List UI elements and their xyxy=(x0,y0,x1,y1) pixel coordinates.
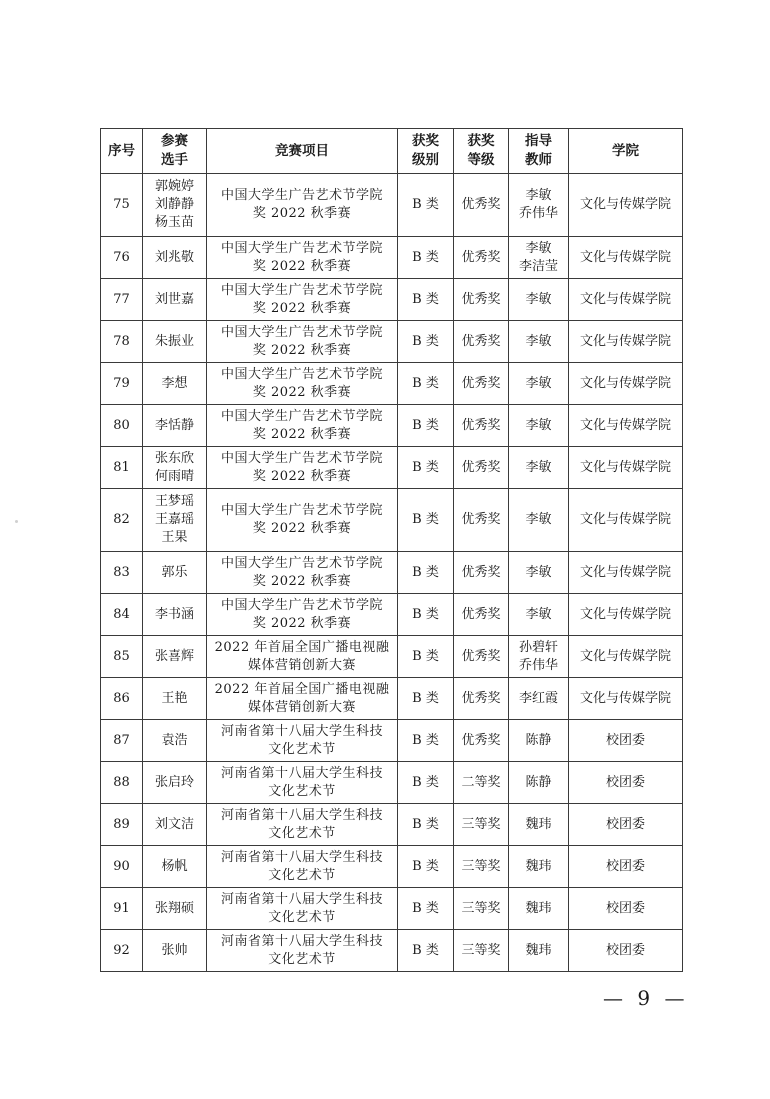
cell-award-level: B 类 xyxy=(398,279,454,321)
cell-award-level: B 类 xyxy=(398,762,454,804)
cell-advisor: 魏玮 xyxy=(509,846,569,888)
cell-advisor: 孙碧轩 乔伟华 xyxy=(509,636,569,678)
cell-advisor: 魏玮 xyxy=(509,804,569,846)
cell-advisor: 李敏 xyxy=(509,405,569,447)
cell-award-level: B 类 xyxy=(398,174,454,237)
cell-advisor: 李敏 xyxy=(509,447,569,489)
cell-index: 78 xyxy=(101,321,143,363)
cell-advisor: 李敏 xyxy=(509,552,569,594)
cell-advisor: 李红霞 xyxy=(509,678,569,720)
cell-college: 文化与传媒学院 xyxy=(569,552,683,594)
cell-award-grade: 优秀奖 xyxy=(454,237,509,279)
cell-index: 87 xyxy=(101,720,143,762)
cell-competition: 中国大学生广告艺术节学院 奖 2022 秋季赛 xyxy=(207,237,398,279)
cell-college: 文化与传媒学院 xyxy=(569,594,683,636)
cell-advisor: 李敏 xyxy=(509,279,569,321)
cell-contestant: 郭乐 xyxy=(143,552,207,594)
cell-index: 89 xyxy=(101,804,143,846)
cell-competition: 中国大学生广告艺术节学院 奖 2022 秋季赛 xyxy=(207,552,398,594)
cell-award-level: B 类 xyxy=(398,846,454,888)
cell-award-grade: 三等奖 xyxy=(454,846,509,888)
table-row xyxy=(101,804,683,846)
cell-competition: 河南省第十八届大学生科技 文化艺术节 xyxy=(207,846,398,888)
cell-advisor: 李敏 李洁莹 xyxy=(509,237,569,279)
cell-award-grade: 优秀奖 xyxy=(454,174,509,237)
table-row xyxy=(101,552,683,594)
cell-college: 文化与传媒学院 xyxy=(569,636,683,678)
cell-college: 文化与传媒学院 xyxy=(569,321,683,363)
table-row xyxy=(101,930,683,972)
cell-index: 92 xyxy=(101,930,143,972)
cell-award-level: B 类 xyxy=(398,804,454,846)
cell-contestant: 张帅 xyxy=(143,930,207,972)
cell-college: 文化与传媒学院 xyxy=(569,678,683,720)
cell-contestant: 李书涵 xyxy=(143,594,207,636)
cell-award-level: B 类 xyxy=(398,552,454,594)
cell-competition: 中国大学生广告艺术节学院 奖 2022 秋季赛 xyxy=(207,447,398,489)
table-row xyxy=(101,846,683,888)
header-index: 序号 xyxy=(101,129,143,174)
cell-contestant: 杨帆 xyxy=(143,846,207,888)
cell-award-grade: 优秀奖 xyxy=(454,447,509,489)
cell-advisor: 李敏 乔伟华 xyxy=(509,174,569,237)
cell-advisor: 陈静 xyxy=(509,762,569,804)
cell-award-grade: 三等奖 xyxy=(454,804,509,846)
scan-speck xyxy=(15,520,18,523)
cell-advisor: 李敏 xyxy=(509,321,569,363)
cell-index: 75 xyxy=(101,174,143,237)
page-number: — 9 — xyxy=(603,986,689,1010)
cell-index: 76 xyxy=(101,237,143,279)
cell-award-grade: 优秀奖 xyxy=(454,594,509,636)
cell-contestant: 王梦瑶 王嘉瑶 王果 xyxy=(143,489,207,552)
cell-competition: 中国大学生广告艺术节学院 奖 2022 秋季赛 xyxy=(207,174,398,237)
cell-index: 82 xyxy=(101,489,143,552)
cell-award-level: B 类 xyxy=(398,321,454,363)
cell-award-grade: 优秀奖 xyxy=(454,636,509,678)
cell-index: 91 xyxy=(101,888,143,930)
cell-competition: 中国大学生广告艺术节学院 奖 2022 秋季赛 xyxy=(207,363,398,405)
cell-contestant: 袁浩 xyxy=(143,720,207,762)
cell-index: 90 xyxy=(101,846,143,888)
cell-competition: 河南省第十八届大学生科技 文化艺术节 xyxy=(207,930,398,972)
cell-contestant: 刘文洁 xyxy=(143,804,207,846)
awards-table xyxy=(100,128,683,972)
cell-award-grade: 三等奖 xyxy=(454,888,509,930)
cell-contestant: 郭婉婷 刘静静 杨玉苗 xyxy=(143,174,207,237)
cell-award-level: B 类 xyxy=(398,888,454,930)
cell-contestant: 朱振业 xyxy=(143,321,207,363)
cell-award-grade: 优秀奖 xyxy=(454,363,509,405)
cell-competition: 2022 年首届全国广播电视融 媒体营销创新大赛 xyxy=(207,678,398,720)
cell-award-level: B 类 xyxy=(398,363,454,405)
cell-college: 文化与传媒学院 xyxy=(569,489,683,552)
cell-award-level: B 类 xyxy=(398,594,454,636)
cell-award-grade: 二等奖 xyxy=(454,762,509,804)
cell-award-grade: 优秀奖 xyxy=(454,552,509,594)
table-row xyxy=(101,678,683,720)
header-award-grade: 获奖 等级 xyxy=(454,129,509,174)
cell-award-grade: 优秀奖 xyxy=(454,405,509,447)
cell-award-grade: 优秀奖 xyxy=(454,678,509,720)
table-body xyxy=(101,174,683,972)
table-row xyxy=(101,762,683,804)
cell-index: 83 xyxy=(101,552,143,594)
cell-college: 校团委 xyxy=(569,846,683,888)
cell-college: 校团委 xyxy=(569,720,683,762)
cell-index: 88 xyxy=(101,762,143,804)
table-header-row xyxy=(101,129,683,174)
cell-contestant: 李想 xyxy=(143,363,207,405)
cell-contestant: 刘兆敬 xyxy=(143,237,207,279)
cell-index: 77 xyxy=(101,279,143,321)
table-row xyxy=(101,720,683,762)
cell-index: 86 xyxy=(101,678,143,720)
cell-college: 文化与传媒学院 xyxy=(569,405,683,447)
cell-college: 校团委 xyxy=(569,930,683,972)
cell-competition: 河南省第十八届大学生科技 文化艺术节 xyxy=(207,804,398,846)
cell-contestant: 张喜辉 xyxy=(143,636,207,678)
cell-award-level: B 类 xyxy=(398,489,454,552)
cell-competition: 中国大学生广告艺术节学院 奖 2022 秋季赛 xyxy=(207,405,398,447)
cell-college: 文化与传媒学院 xyxy=(569,174,683,237)
cell-advisor: 陈静 xyxy=(509,720,569,762)
cell-award-level: B 类 xyxy=(398,237,454,279)
cell-award-grade: 优秀奖 xyxy=(454,720,509,762)
cell-award-grade: 优秀奖 xyxy=(454,489,509,552)
table-row xyxy=(101,237,683,279)
cell-index: 79 xyxy=(101,363,143,405)
cell-competition: 2022 年首届全国广播电视融 媒体营销创新大赛 xyxy=(207,636,398,678)
table-row xyxy=(101,174,683,237)
cell-college: 校团委 xyxy=(569,804,683,846)
header-contestant: 参赛 选手 xyxy=(143,129,207,174)
table-row xyxy=(101,363,683,405)
cell-award-level: B 类 xyxy=(398,678,454,720)
cell-contestant: 张启玲 xyxy=(143,762,207,804)
cell-contestant: 张翔硕 xyxy=(143,888,207,930)
cell-college: 文化与传媒学院 xyxy=(569,237,683,279)
cell-index: 85 xyxy=(101,636,143,678)
cell-college: 校团委 xyxy=(569,888,683,930)
cell-competition: 中国大学生广告艺术节学院 奖 2022 秋季赛 xyxy=(207,321,398,363)
cell-contestant: 王艳 xyxy=(143,678,207,720)
cell-competition: 河南省第十八届大学生科技 文化艺术节 xyxy=(207,762,398,804)
cell-award-level: B 类 xyxy=(398,636,454,678)
table-row xyxy=(101,636,683,678)
cell-college: 文化与传媒学院 xyxy=(569,447,683,489)
cell-award-level: B 类 xyxy=(398,930,454,972)
cell-college: 文化与传媒学院 xyxy=(569,279,683,321)
header-competition: 竞赛项目 xyxy=(207,129,398,174)
cell-competition: 中国大学生广告艺术节学院 奖 2022 秋季赛 xyxy=(207,594,398,636)
cell-contestant: 刘世嘉 xyxy=(143,279,207,321)
table-row xyxy=(101,888,683,930)
cell-competition: 中国大学生广告艺术节学院 奖 2022 秋季赛 xyxy=(207,489,398,552)
table-row xyxy=(101,489,683,552)
header-award-level: 获奖 级别 xyxy=(398,129,454,174)
table-row xyxy=(101,279,683,321)
cell-advisor: 魏玮 xyxy=(509,930,569,972)
cell-competition: 中国大学生广告艺术节学院 奖 2022 秋季赛 xyxy=(207,279,398,321)
header-college: 学院 xyxy=(569,129,683,174)
cell-award-grade: 三等奖 xyxy=(454,930,509,972)
cell-award-grade: 优秀奖 xyxy=(454,279,509,321)
cell-advisor: 李敏 xyxy=(509,489,569,552)
cell-advisor: 李敏 xyxy=(509,363,569,405)
header-advisor: 指导 教师 xyxy=(509,129,569,174)
cell-award-level: B 类 xyxy=(398,720,454,762)
cell-competition: 河南省第十八届大学生科技 文化艺术节 xyxy=(207,720,398,762)
cell-college: 校团委 xyxy=(569,762,683,804)
cell-competition: 河南省第十八届大学生科技 文化艺术节 xyxy=(207,888,398,930)
cell-award-level: B 类 xyxy=(398,447,454,489)
cell-college: 文化与传媒学院 xyxy=(569,363,683,405)
table-row xyxy=(101,405,683,447)
table-row xyxy=(101,321,683,363)
cell-index: 81 xyxy=(101,447,143,489)
cell-contestant: 李恬静 xyxy=(143,405,207,447)
cell-advisor: 魏玮 xyxy=(509,888,569,930)
table-row xyxy=(101,447,683,489)
cell-index: 84 xyxy=(101,594,143,636)
cell-advisor: 李敏 xyxy=(509,594,569,636)
cell-index: 80 xyxy=(101,405,143,447)
cell-award-grade: 优秀奖 xyxy=(454,321,509,363)
cell-award-level: B 类 xyxy=(398,405,454,447)
table-row xyxy=(101,594,683,636)
cell-contestant: 张东欣 何雨晴 xyxy=(143,447,207,489)
